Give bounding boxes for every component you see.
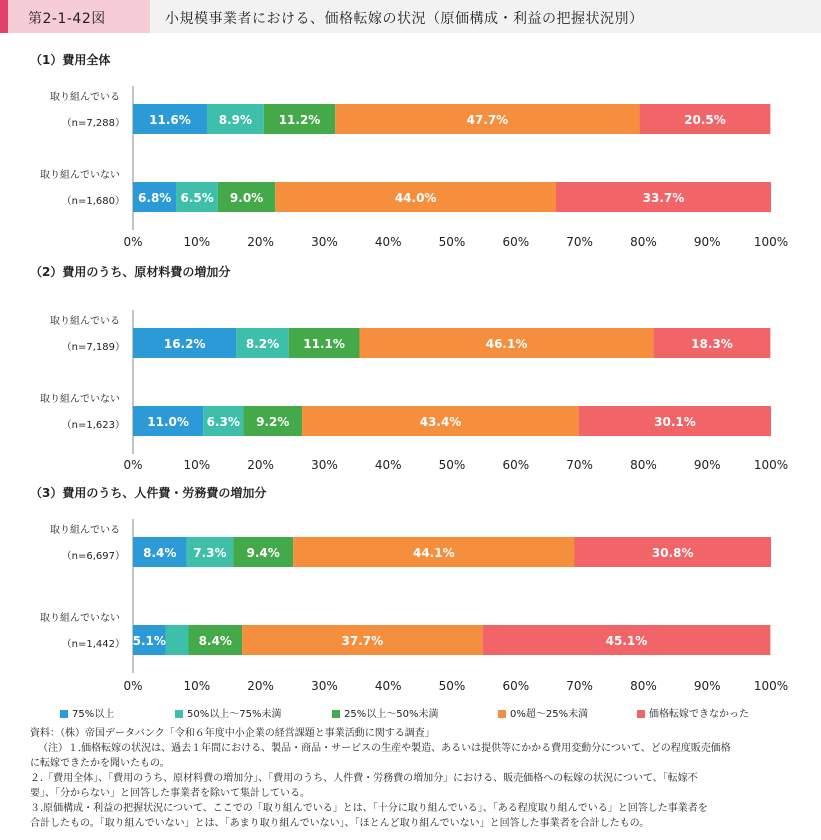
chart-legend — [60, 705, 800, 719]
x-tick-label: 50% — [438, 458, 466, 472]
legend-item — [637, 705, 749, 720]
x-tick-label: 40% — [374, 458, 402, 472]
data-label: 18.3% — [691, 337, 733, 351]
x-tick-label: 10% — [183, 458, 211, 472]
panel-title: （1）費用全体 — [30, 53, 111, 67]
x-tick-label: 50% — [438, 235, 466, 249]
legend-label: 75%以上 — [72, 709, 115, 720]
legend-item — [175, 705, 281, 720]
data-label: 5.1% — [132, 634, 166, 648]
legend-item — [60, 705, 114, 720]
data-label: 8.4% — [198, 634, 232, 648]
legend-item — [498, 705, 588, 720]
data-label: 43.4% — [419, 415, 462, 429]
legend-swatch — [175, 710, 183, 718]
note-3-line-1: ３.原価構成・利益の把握状況について、ここでの「取り組んでいる」とは、「十分に取り組んでいる」、「ある程度取り組んでいる」と回答した事業者を — [30, 803, 708, 814]
legend-label: 25%以上～50%未満 — [344, 709, 439, 720]
x-tick-label: 30% — [311, 458, 338, 472]
category-n-label: （n=7,288） — [61, 118, 125, 129]
category-label: 取り組んでいない — [40, 394, 120, 405]
x-tick-label: 90% — [693, 235, 721, 249]
x-tick-label: 40% — [374, 235, 402, 249]
x-tick-label: 30% — [311, 679, 338, 693]
category-label: 取り組んでいる — [50, 525, 120, 536]
data-label: 6.3% — [206, 415, 240, 429]
x-tick-label: 70% — [566, 679, 593, 693]
x-tick-label: 20% — [247, 235, 274, 249]
data-label: 16.2% — [163, 337, 206, 351]
legend-swatch — [637, 710, 645, 718]
legend-swatch — [498, 710, 506, 718]
category-label: 取り組んでいない — [40, 170, 120, 181]
category-n-label: （n=1,623） — [61, 420, 125, 431]
x-tick-label: 70% — [566, 235, 593, 249]
x-tick-label: 0% — [123, 679, 143, 693]
data-label: 11.2% — [278, 113, 321, 127]
x-tick-label: 10% — [183, 235, 211, 249]
legend-item — [332, 705, 438, 720]
x-tick-label: 40% — [374, 679, 402, 693]
x-tick-label: 20% — [247, 679, 274, 693]
data-label: 44.1% — [412, 546, 455, 560]
category-n-label: （n=6,697） — [61, 551, 125, 562]
panel-title: （2）費用のうち、原材料費の増加分 — [30, 265, 231, 279]
legend-label: 価格転嫁できなかった — [649, 709, 749, 720]
data-label: 9.0% — [229, 191, 264, 205]
panel-title: （3）費用のうち、人件費・労務費の増加分 — [30, 486, 267, 500]
data-label: 8.9% — [218, 113, 253, 127]
data-label: 8.4% — [143, 546, 177, 560]
data-label: 9.4% — [246, 546, 280, 560]
x-tick-label: 90% — [693, 458, 721, 472]
x-tick-label: 0% — [123, 235, 143, 249]
legend-swatch — [60, 710, 68, 718]
x-tick-label: 80% — [630, 458, 657, 472]
data-label: 45.1% — [605, 634, 648, 648]
category-n-label: （n=1,442） — [61, 639, 125, 650]
data-label: 6.8% — [138, 191, 172, 205]
legend-swatch — [332, 710, 340, 718]
note-3-line-2: 合計したもの。「取り組んでいない」とは、「あまり取り組んでいない」、「ほとんど取り組んでいない」と回答した事業者を合計したもの。 — [30, 818, 650, 829]
category-n-label: （n=1,680） — [61, 196, 125, 207]
legend-label: 50%以上～75%未満 — [187, 709, 282, 720]
data-label: 11.6% — [149, 113, 191, 127]
category-label: 取り組んでいる — [50, 92, 120, 103]
x-tick-label: 60% — [502, 458, 530, 472]
x-tick-label: 60% — [502, 679, 530, 693]
data-label: 11.1% — [303, 337, 345, 351]
x-tick-label: 90% — [693, 679, 721, 693]
x-tick-label: 80% — [630, 679, 657, 693]
note-2-line-1: ２.「費用全体」、「費用のうち、原材料費の増加分」、「費用のうち、人件費・労務費の増加分」における、販売価格への転嫁の状況について、「転嫁不 — [30, 773, 698, 784]
data-label: 33.7% — [642, 191, 685, 205]
data-label: 8.2% — [245, 337, 280, 351]
category-label: 取り組んでいる — [50, 316, 120, 327]
data-label: 6.5% — [180, 191, 214, 205]
figure-title: 小規模事業者における、価格転嫁の状況（原価構成・利益の把握状況別） — [165, 11, 644, 27]
x-tick-label: 10% — [183, 679, 211, 693]
data-label: 44.0% — [394, 191, 437, 205]
x-tick-label: 60% — [502, 235, 530, 249]
data-label: 37.7% — [341, 634, 384, 648]
data-label: 9.2% — [256, 415, 290, 429]
note-1-line-1: （注）１.価格転嫁の状況は、過去１年間における、製品・商品・サービスの生産や製造、あるいは提供等にかかる費用変動分について、どの程度販売価格 — [38, 743, 731, 754]
category-label: 取り組んでいない — [40, 613, 120, 624]
data-label: 7.3% — [193, 546, 227, 560]
category-n-label: （n=7,189） — [61, 342, 125, 353]
footnotes — [30, 726, 820, 831]
x-tick-label: 70% — [566, 458, 593, 472]
legend-label: 0%超～25%未満 — [510, 709, 589, 720]
data-label: 30.1% — [654, 415, 696, 429]
x-tick-label: 0% — [123, 458, 143, 472]
x-tick-label: 30% — [311, 235, 338, 249]
figure-number: 第2-1-42図 — [28, 11, 106, 27]
x-tick-label: 100% — [753, 679, 789, 693]
data-label: 20.5% — [684, 113, 726, 127]
x-tick-label: 100% — [753, 235, 789, 249]
note-2-line-2: 要」、「分からない」と回答した事業者を除いて集計している。 — [30, 788, 310, 799]
data-label: 47.7% — [466, 113, 509, 127]
x-tick-label: 20% — [247, 458, 274, 472]
data-label: 11.0% — [147, 415, 189, 429]
x-tick-label: 80% — [630, 235, 657, 249]
x-tick-label: 50% — [438, 679, 466, 693]
source-note: 資料：（株）帝国データバンク「令和６年度中小企業の経営課題と事業活動に関する調査」 — [30, 728, 435, 739]
x-tick-label: 100% — [753, 458, 789, 472]
note-1-line-2: に転嫁できたかを聞いたもの。 — [30, 758, 170, 769]
data-label: 30.8% — [651, 546, 694, 560]
data-label: 46.1% — [485, 337, 528, 351]
bar-segment — [166, 625, 189, 655]
